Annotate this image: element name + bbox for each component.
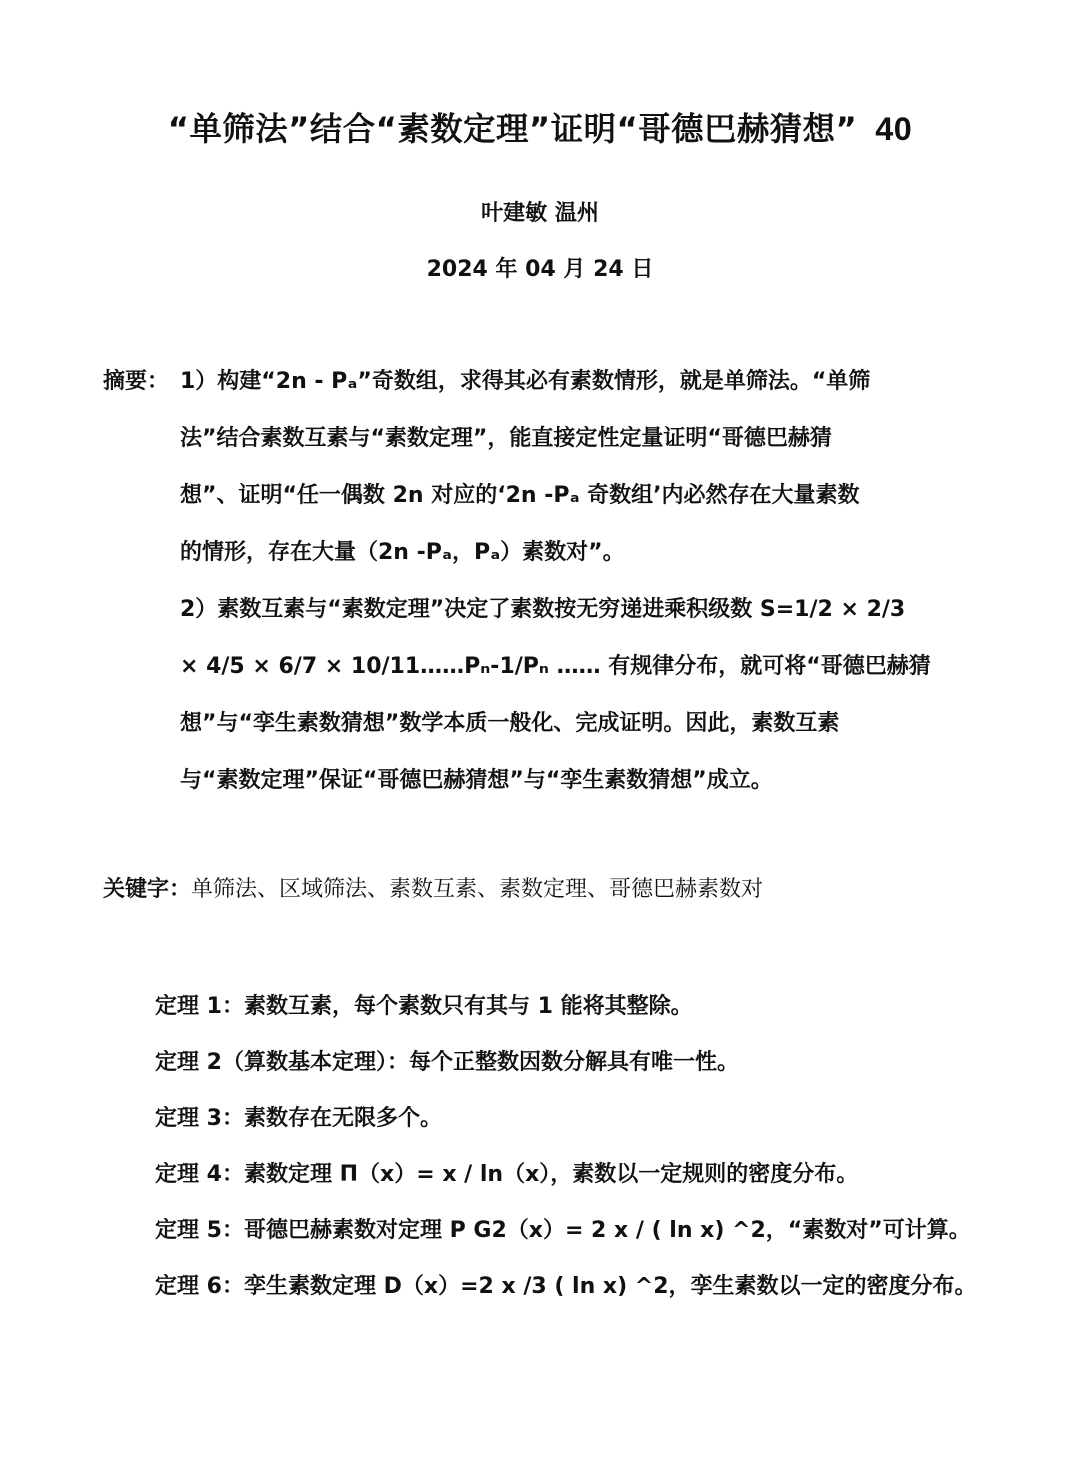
abstract-line-5: 2）素数互素与“素数定理”决定了素数按无穷递进乘积级数 S=1/2 × 2/3 [180, 597, 906, 622]
theorem-2: 定理 2（算数基本定理）：每个正整数因数分解具有唯一性。 [155, 1050, 739, 1075]
abstract-line-6: × 4/5 × 6/7 × 10/11……Pₙ-1/Pₙ …… 有规律分布，就可将“哥德巴赫猜 [180, 654, 931, 679]
title-text: “单筛法”结合“素数定理”证明“哥德巴赫猜想” [167, 110, 858, 148]
abstract-line-1: 1）构建“2n - Pₐ”奇数组，求得其必有素数情形，就是单筛法。“单筛 [180, 369, 871, 394]
title-number: 40 [875, 111, 913, 147]
abstract-line-8: 与“素数定理”保证“哥德巴赫猜想”与“孪生素数猜想”成立。 [180, 768, 773, 793]
abstract-line-4: 的情形，存在大量（2n -Pₐ，Pₐ）素数对”。 [180, 540, 625, 565]
keywords-label: 关键字： [103, 877, 192, 902]
abstract-line-7: 想”与“孪生素数猜想”数学本质一般化、完成证明。因此，素数互素 [180, 711, 840, 736]
theorem-4: 定理 4：素数定理 Π（x）= x / ln（x），素数以一定规则的密度分布。 [155, 1162, 859, 1187]
theorem-5: 定理 5：哥德巴赫素数对定理 P G2（x）= 2 x / ( ln x) ^2，“素数对”可计算。 [155, 1218, 971, 1243]
abstract-label: 摘要： [103, 369, 170, 394]
paper-title [0, 104, 1080, 150]
abstract-line-3: 想”、证明“任一偶数 2n 对应的‘2n -Pₐ 奇数组’内必然存在大量素数 [180, 483, 860, 508]
abstract-line-2: 法”结合素数互素与“素数定理”，能直接定性定量证明“哥德巴赫猜 [180, 426, 832, 451]
theorem-1: 定理 1：素数互素，每个素数只有其与 1 能将其整除。 [155, 994, 693, 1019]
theorem-3: 定理 3：素数存在无限多个。 [155, 1106, 442, 1131]
date-line: 2024 年 04 月 24 日 [426, 257, 654, 282]
author-line: 叶建敏 温州 [481, 201, 599, 226]
keywords-text: 单筛法、区域筛法、素数互素、素数定理、哥德巴赫素数对 [191, 877, 764, 902]
keywords [103, 872, 763, 903]
theorem-6: 定理 6：孪生素数定理 D（x）=2 x /3 ( ln x) ^2，孪生素数以一定的密度分布。 [155, 1274, 977, 1299]
